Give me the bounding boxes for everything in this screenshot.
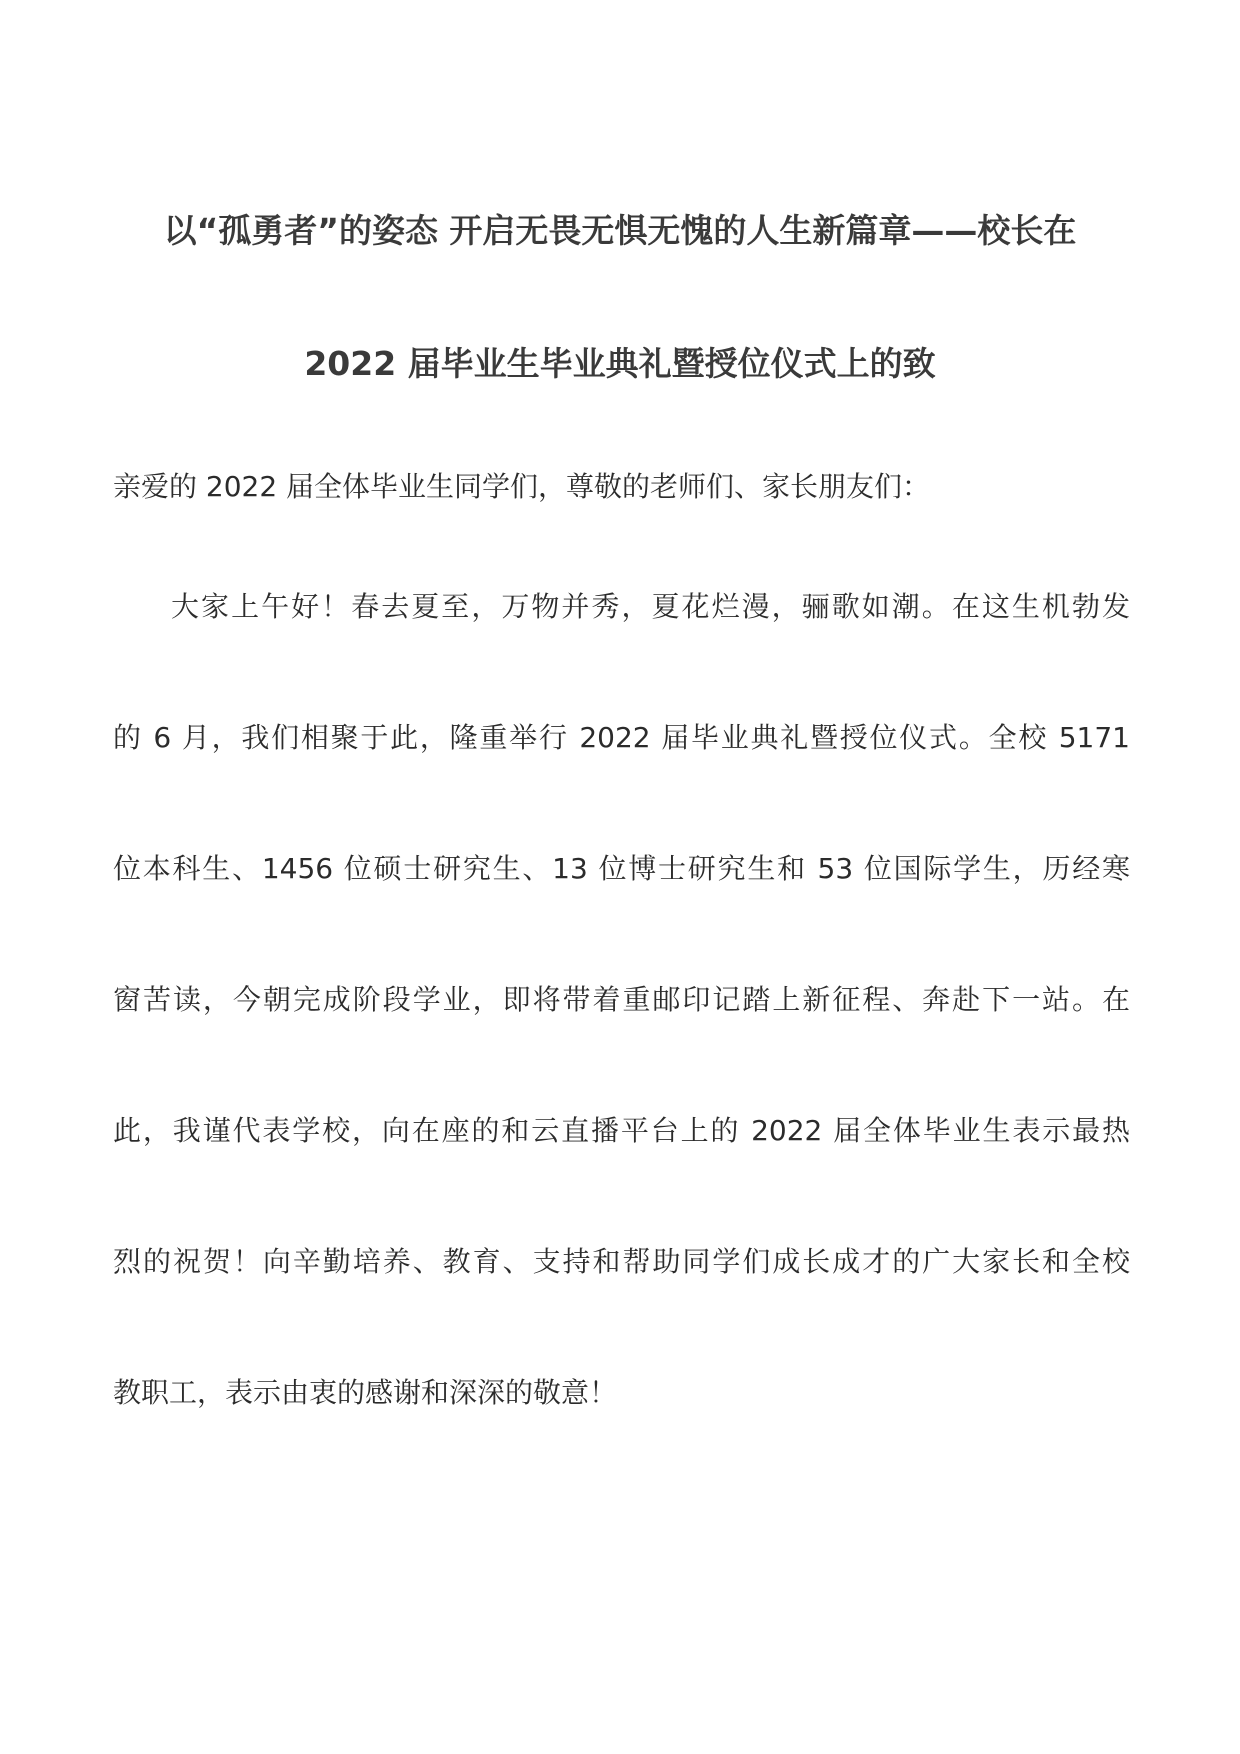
title-line-2: 2022 届毕业生毕业典礼暨授位仪式上的致 — [304, 344, 936, 383]
title-line-1: 以“孤勇者”的姿态 开启无畏无惧无愧的人生新篇章——校长在 — [163, 211, 1077, 250]
salutation: 亲爱的 2022 届全体毕业生同学们，尊敬的老师们、家长朋友们： — [113, 470, 931, 503]
body-line: 位本科生、1456 位硕士研究生、13 位博士研究生和 53 位国际学生，历经寒 — [113, 852, 1130, 885]
body-line: 教职工，表示由衷的感谢和深深的敬意！ — [113, 1376, 618, 1409]
body-line: 大家上午好！春去夏至，万物并秀，夏花烂漫，骊歌如潮。在这生机勃发 — [171, 590, 1130, 623]
body-line: 的 6 月，我们相聚于此，隆重举行 2022 届毕业典礼暨授位仪式。全校 5171 — [113, 721, 1130, 754]
body-line: 烈的祝贺！向辛勤培养、教育、支持和帮助同学们成长成才的广大家长和全校 — [113, 1245, 1130, 1278]
body-line: 窗苦读，今朝完成阶段学业，即将带着重邮印记踏上新征程、奔赴下一站。在 — [113, 983, 1130, 1016]
body-line: 此，我谨代表学校，向在座的和云直播平台上的 2022 届全体毕业生表示最热 — [113, 1114, 1130, 1147]
